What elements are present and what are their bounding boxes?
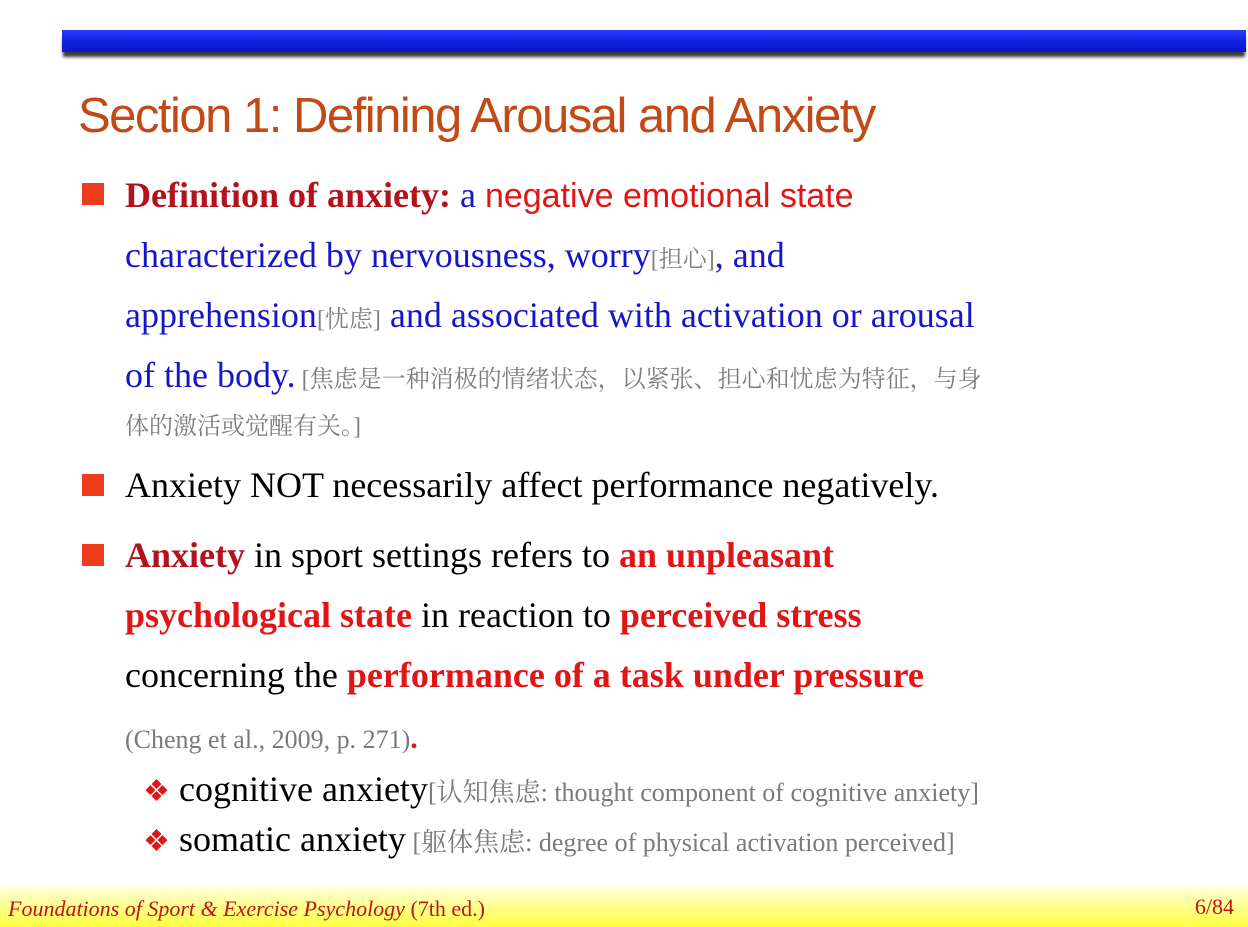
definition-text-3b: and associated with activation or arousal [380,295,975,335]
highlight-psychological-state: psychological state [125,595,412,635]
bullet2-text: Anxiety NOT necessarily affect performance negatively. [125,465,939,505]
bullet-square-1 [82,183,104,205]
definition-text-3a: apprehension [125,295,317,335]
diamond-bullet-icon: ❖ [143,825,170,858]
worry-translation: [担心] [650,247,715,273]
diamond-bullet-icon: ❖ [143,775,170,808]
citation-text: (Cheng et al., 2009, p. 271) [125,725,411,754]
bullet1-line4 [125,355,982,400]
bullet-square-3 [82,544,104,566]
definition-translation-2: 体的激活或觉醒有关。] [125,414,361,440]
bullet3-line3 [125,655,924,695]
subitem-note: [认知焦虑: thought component of cognitive anxiety] [427,778,979,807]
bullet1-line1 [125,175,854,216]
highlight-performance: performance of a task under pressure [346,655,924,695]
bullet1-line2 [125,235,785,280]
anxiety-term: Anxiety [125,535,245,575]
definition-text-4a: of the body. [125,355,296,395]
bullet-square-2 [82,474,104,496]
subitem-label: cognitive anxiety [179,769,428,809]
bullet3-text-3: concerning the [125,655,347,695]
bullet3-text-1: in sport settings refers to [245,535,619,575]
slide-footer [0,886,1248,927]
bullet3-text-2: in reaction to [411,595,620,635]
definition-label: Definition of anxiety: [125,175,451,215]
bullet3-line1 [125,535,834,575]
slide-title: Section 1: Defining Arousal and Anxiety [78,89,875,143]
footer-book-name: Foundations of Sport & Exercise Psychology [8,896,405,921]
definition-translation-1: [焦虑是一种消极的情绪状态，以紧张、担心和忧虑为特征，与身 [295,367,982,393]
definition-phrase: negative emotional state [484,177,854,215]
footer-edition: (7th ed.) [404,896,485,921]
top-decorative-bar [62,30,1246,52]
footer-book-title [8,896,485,922]
subitem-note: [躯体焦虑: degree of physical activation perceived] [405,828,955,857]
subitem-label: somatic anxiety [179,819,406,859]
definition-text-2b: , and [714,235,785,275]
bullet1-line3 [125,295,975,340]
subitem-somatic-anxiety [143,818,955,860]
apprehension-translation: [忧虑] [316,307,381,333]
citation [125,722,418,756]
citation-end: . [410,722,418,755]
subitem-cognitive-anxiety [143,768,979,810]
page-number: 6/84 [1194,894,1234,919]
highlight-unpleasant: an unpleasant [618,535,835,575]
bullet3-line2 [125,595,862,635]
highlight-perceived-stress: perceived stress [619,595,862,635]
definition-text-2a: characterized by nervousness, worry [125,235,651,275]
definition-article: a [459,175,476,215]
